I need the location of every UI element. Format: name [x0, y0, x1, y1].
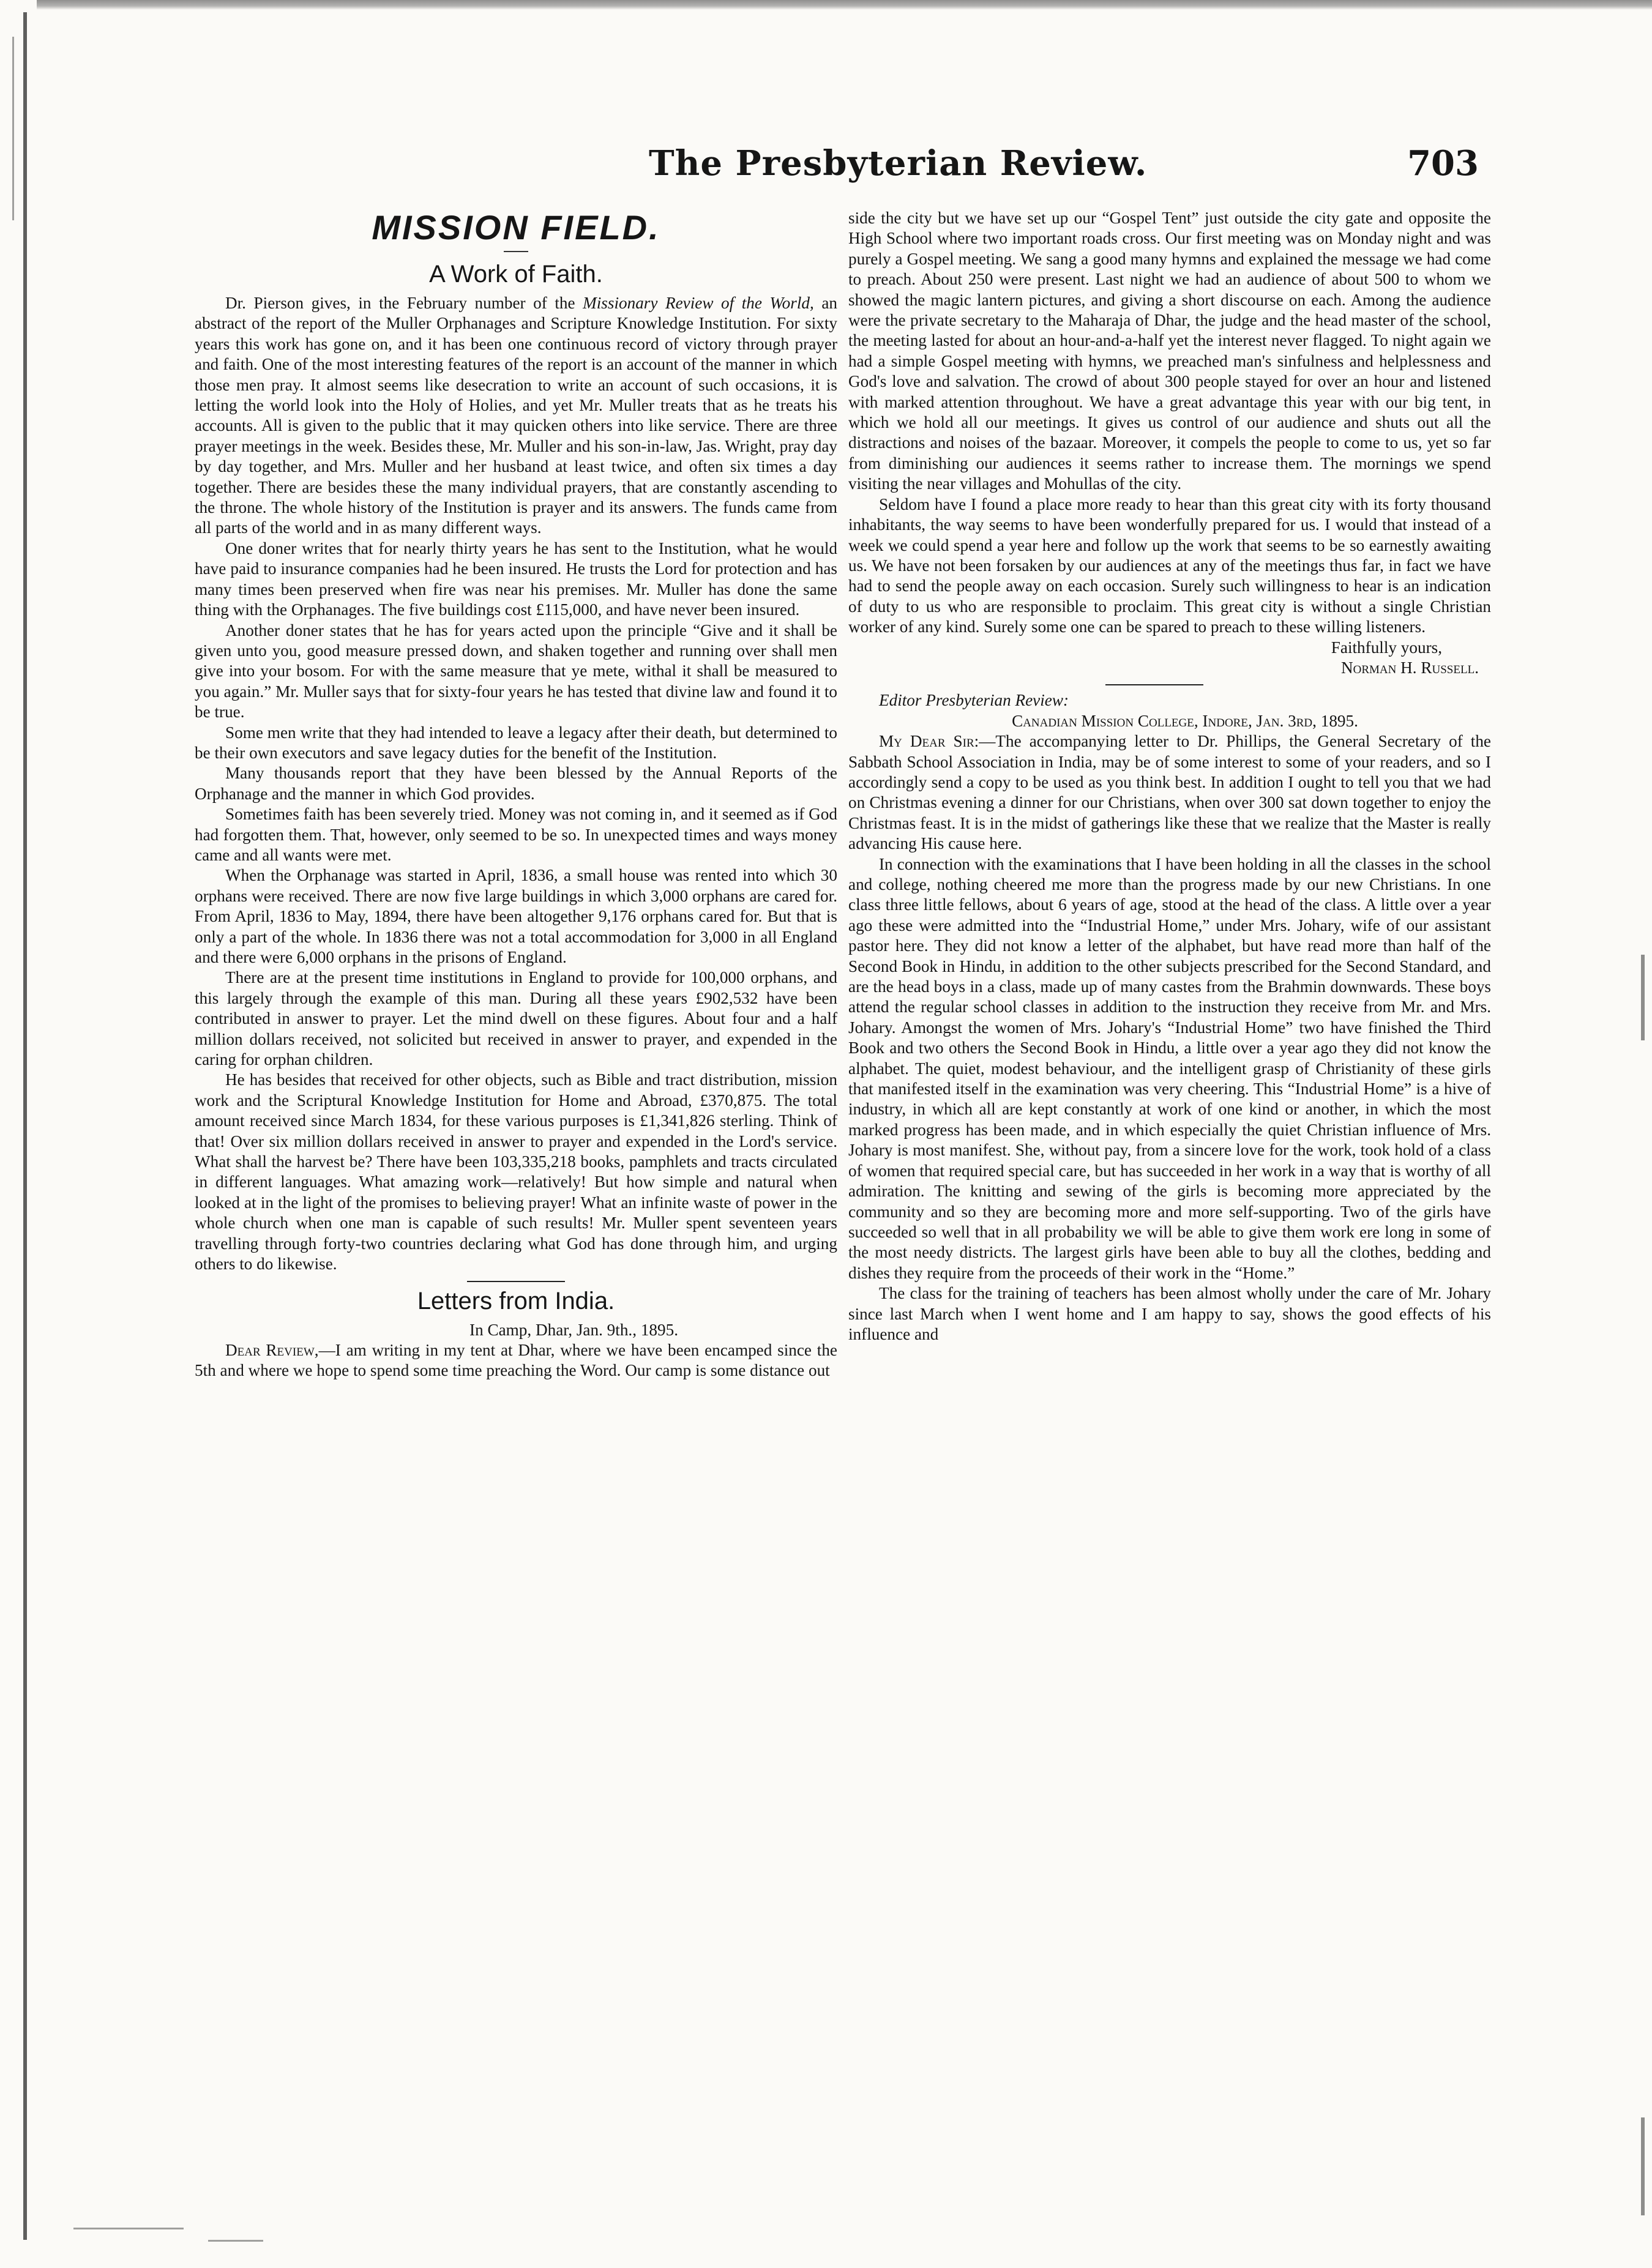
salutation: My Dear Sir: — [879, 732, 979, 751]
paragraph: Many thousands report that they have been blessed by the Annual Reports of the Orphanage and the manner in which God provides. — [195, 764, 837, 803]
paragraph — [195, 1340, 837, 1381]
title-ornament — [504, 251, 528, 254]
right-column — [848, 208, 1491, 1345]
paragraph: When the Orphanage was started in April, 1836, a small house was rented into which 30 orphans were received. There are now five large buildings in which 3,000 orphans are cared for. From April, 1836 to May, 1894, there have been altogether 9,176 orphans cared for. But that is only a part of the whole. In 1836 there was not a total accommodation for 3,000 in all England and there were 6,000 orphans in the prisons of England. — [195, 866, 837, 966]
publication-title: Missionary Review of the World, — [583, 294, 814, 312]
article-title: Letters from India. — [417, 1287, 615, 1315]
paragraph: side the city but we have set up our “Gospel Tent” just outside the city gate and opposite the High School where two important roads cross. Our first meeting was on Monday night and was purely a Gospel meeting. We sang a good many hymns and explained the message we had come to preach. About 250 were present. Last night we had an audience of about 500 to whom we showed the magic lantern pictures, and giving a short discourse on each. Among the audience were the private secretary to the Maharaja of Dhar, the judge and the head master of the school, the meeting lasted for about an hour-and-a-half yet the interest never flagged. To night again we had a simple Gospel meeting with hymns, we preached man's sinfulness and helplessness and God's love and salvation. The crowd of about 300 people stayed for over an hour and listened with marked attention throughout. We have a great advantage this year with our big tent, in which we hold all our meetings. It gives us control of our audience and shuts out all the distractions and noises of the bazaar. Moreover, it compels the people to come to us, yet so far from diminishing our audiences it seems rather to increase them. The mornings we spend visiting the near villages and Mohullas of the city. — [848, 209, 1491, 493]
section-rule — [1105, 684, 1203, 685]
paragraph: There are at the present time institutions in England to provide for 100,000 orphans, and this largely through the example of this man. During all these years £902,532 have been contributed in answer to prayer. Let the mind dwell on these figures. About four and a half million dollars received, not solicited but received in answer to prayer, and expended in the caring for orphan children. — [195, 968, 837, 1069]
paragraph — [195, 293, 837, 539]
scan-edge-top — [37, 0, 1652, 10]
editor-address: Editor Presbyterian Review: — [879, 691, 1069, 710]
scan-edge-mark — [1641, 2117, 1645, 2215]
dateline: In Camp, Dhar, Jan. 9th., 1895. — [469, 1320, 678, 1339]
dateline: Canadian Mission College, Indore, Jan. 3rd, 1895. — [1012, 711, 1358, 730]
page-header — [612, 140, 1479, 188]
running-title: The Presbyterian Review. — [649, 143, 1148, 184]
paragraph: Another doner states that he has for years acted upon the principle “Give and it shall be given unto you, good measure pressed down, and shaken together and running over shall men give into your bosom. For with the same measure that ye mete, withal it shall be measured to you again.” Mr. Muller says that for sixty-four years he has tested that divine law and found it to be true. — [195, 621, 837, 722]
paragraph: The class for the training of teachers has been almost wholly under the care of Mr. Johary since last March when I went home and I am happy to say, shows the good effects of his influence and — [848, 1284, 1491, 1343]
section-rule — [467, 1281, 565, 1282]
paragraph: Some men write that they had intended to leave a legacy after their death, but determined to be their own executors and save legacy duties for the benefit of the Institution. — [195, 723, 837, 762]
scan-edge-mark — [1641, 955, 1645, 1040]
paragraph: Seldom have I found a place more ready to hear than this great city with its forty thousand inhabitants, the way seems to have been wonderfully prepared for us. I would that instead of a week we could spend a year here and follow up the work that seems to be so earnestly awaiting us. We have not been forsaken by our audiences at any of the meetings thus far, in fact we have had to send the people away on each occasion. Surely such willingness to hear is an indication of duty to us who are responsible to proclaim. This great city is without a single Christian worker of any kind. Surely some one can be spared to preach to these willing listeners. — [848, 494, 1491, 636]
paragraph-text: —The accompanying letter to Dr. Phillips, the General Secretary of the Sabbath School Association in India, may be of some interest to some of your readers, and so I accordingly send a copy to be used as you think best. In addition I ought to tell you that we had on Christmas evening a dinner for our Christians, when over 300 sat down together to enjoy the Christmas feast. It is in the midst of gatherings like these that we realize that the Master is really advancing His cause here. — [848, 732, 1491, 853]
scan-edge-mark — [12, 37, 14, 220]
paragraph: One doner writes that for nearly thirty years he has sent to the Institution, what he would have paid to insurance companies had he been insured. He trusts the Lord for protection and has many times been preserved when fire was near his premises. Mr. Muller has done the same thing with the Orphanages. The five buildings cost £115,000, and have never been insured. — [195, 539, 837, 619]
article-title: A Work of Faith. — [429, 261, 603, 288]
scan-speck — [73, 2228, 184, 2229]
left-column — [195, 208, 837, 1381]
page-number: 703 — [1407, 143, 1479, 184]
paragraph — [848, 731, 1491, 854]
salutation: Dear Review, — [225, 1340, 319, 1359]
paragraph-text: Dr. Pierson gives, in the February number of the — [225, 294, 583, 312]
signature: Norman H. Russell. — [1341, 658, 1479, 677]
paragraph-text: —I am writing in my tent at Dhar, where we have been encamped since the 5th and where we hope to spend some time preaching the Word. Our camp is some distance out — [195, 1340, 838, 1380]
scan-speck — [208, 2240, 263, 2242]
paragraph: Sometimes faith has been severely tried. Money was not coming in, and it seemed as if God had forgotten them. That, however, only seemed to be so. In unexpected times and ways money came and all wants were met. — [195, 805, 837, 864]
paragraph-text: an abstract of the report of the Muller Orphanages and Scripture Knowledge Institution. For sixty years this work has gone on, and it has been one continuous record of victory through prayer and faith. One of the most interesting features of the report is an account of the manner in which those men pray. It almost seems like desecration to write an account of such occasions, it is letting the world look into the Holy of Holies, and yet Mr. Muller treats that as he treats his accounts. All is given to the public that it may quicken others into like service. There are three prayer meetings in the week. Besides these, Mr. Muller and his son-in-law, Jas. Wright, pray day by day together, and Mrs. Muller and her husband at least twice, and often six times a day together. There are besides these the many individual prayers, that are constantly ascending to the throne. The whole history of the Institution is prayer and its answers. The funds came from all parts of the world and in as many different ways. — [195, 294, 837, 537]
closing: Faithfully yours, — [1331, 638, 1442, 657]
paragraph: He has besides that received for other objects, such as Bible and tract distribution, mission work and the Scriptural Knowledge Institution for Home and Abroad, £370,875. The total amount received since March 1834, for these various purposes is £1,341,826 sterling. Think of that! Over six million dollars received in answer to prayer and expended in the Lord's service. What shall the harvest be? There have been 103,335,218 books, pamphlets and tracts circulated in different languages. What amazing work—relatively! But how simple and natural when looked at in the light of the promises to believing prayer! What an infinite waste of power in the whole church when one man is capable of such results! Mr. Muller spent seventeen years travelling through forty-two countries declaring what God has done through him, and urging others to do likewise. — [195, 1070, 837, 1274]
section-title: MISSION FIELD. — [372, 208, 660, 247]
paragraph: In connection with the examinations that I have been holding in all the classes in the school and college, nothing cheered me more than the progress made by our new Christians. In one class three little fellows, about 6 years of age, stood at the head of the class. A little over a year ago these were admitted into the “Industrial Home,” under Mrs. Johary, wife of our assistant pastor here. They did not know a letter of the alphabet, but have read more than half of the Second Book in Hindu, in addition to the other subjects prescribed for the Second Standard, and are the head boys in a class, made up of many castes from the Brahmin downwards. These boys attend the regular school classes in addition to the instruction they receive from Mr. and Mrs. Johary. Amongst the women of Mrs. Johary's “Industrial Home” two have finished the Third Book and two others the Second Book in Hindu, a little over a year ago they did not know the alphabet. The quiet, modest behaviour, and the intelligent grasp of Christianity of these girls that manifested itself in the examination was very cheering. This “Industrial Home” is a hive of industry, in which all are kept constantly at work of one kind or another, in which the most marked progress has been made, and in which especially the quiet Christian influence of Mrs. Johary is most manifest. She, without pay, from a sincere love for the work, took hold of a class of women that required special care, but has succeeded in her work in a way that is worthy of all admiration. The knitting and sewing of the girls is becoming more appreciated by the community and so they are becoming more and more self-supporting. Two of the girls have succeeded so well that in all probability we will be able to give them work ere long in some of the most needy districts. The largest girls have been able to buy all the clothes, bedding and dishes they require from the proceeds of their work in the “Home.” — [848, 854, 1491, 1282]
scan-edge-left — [23, 12, 27, 2240]
